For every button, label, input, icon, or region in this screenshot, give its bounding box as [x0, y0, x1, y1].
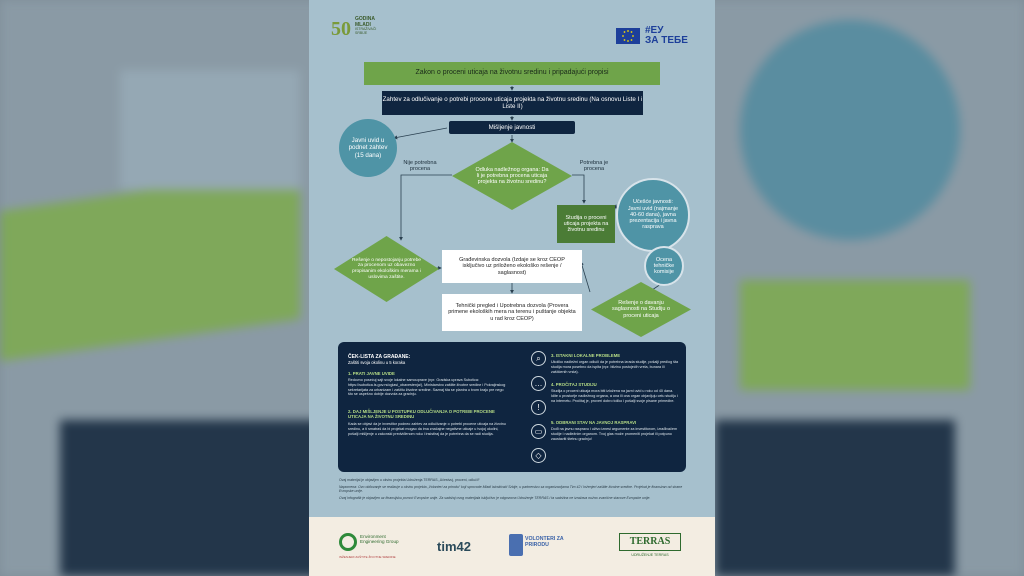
environment-engineering-logo: Environment Engineering Group INŽENJERI ZAŠTITE ŽIVOTNE SREDINE	[339, 534, 399, 559]
mis-50-logo: 50 GODINA MLADI ISTRAŽIVAČI SRBIJE	[331, 16, 377, 40]
public-insight-circle: Javni uvid u podnet zahtev (15 dana)	[339, 119, 397, 177]
note-3: Ovaj infografik je objavljen uz finansijsku pomoć Evropske unije. Za sadržaj ovog materijala isključivo je odgovorna Udruženje TERRAS i ta sadržina ne izražava nužno zvanične stavove Evropske unije.	[339, 496, 651, 501]
study-box: Studija o proceni uticaja projekta na životnu sredinu	[557, 205, 615, 243]
terras-logo: TERRAS UDRUŽENJE TERRAS	[619, 533, 681, 561]
step3-text: Ukoliko nadležni organ odluči da je potrebna izrada studije, pošalji predlog šta studija mora posebno da ispita (npr. blizinu postojećih vrela, bunara ili zaštićenih vrsta).	[551, 360, 679, 374]
shield-icon: ◇	[531, 448, 546, 463]
notes-section	[339, 478, 689, 501]
step1-title: 1. PRATI JAVNE UVIDE	[348, 371, 395, 376]
checklist-title: ČEK-LISTA ZA GRAĐANE:	[348, 354, 411, 360]
step3-title: 3. ISTAKNI LOKALNE PROBLEME	[551, 353, 621, 358]
public-participation-circle: Učešće javnosti: Javni uvid (najmanje 40-60 dana), javna prezentacija i javna rasprava	[616, 178, 690, 252]
exclamation-icon: !	[531, 400, 546, 415]
citizen-checklist	[338, 342, 686, 472]
book-icon: ▭	[531, 424, 546, 439]
technical-review-box: Tehnički pregled i Upotrebna dozvola (Provera primene ekoloških mera na terenu i puštanje objekta u rad kroz CEOP)	[442, 294, 582, 331]
checklist-subtitle: Zaštiti svoja okolinu u 5 koraka	[348, 360, 406, 365]
note-1: Ovaj materijal je objavljen u okviru projekta Udruženja TERRAS „Učestvuj, proceni, odluči!“	[339, 478, 480, 482]
step5-text: Dođi na javnu raspravu i uživo iznesi argumente za investitorom, izrađivačem studije i nadležnim organom. Tvoj glas može promeniti projekat ili potpuno zaustaviti štetnu gradnju!	[551, 427, 678, 441]
step1-text: Redovno posećuj sajt svoje lokalne samouprave (npr. Gradska uprava Subotica: https://subotica.ls.gov.rs/oglasi_obavestenja/), Ministarstvo zaštite životne sredine i Pokrajinskog sekretarijata za urbanizam i zaštitu životne sredine. Saznaj šta se planira u tvom kraju pre nego što se uspešno dobije dozvola za gradnju.	[348, 378, 506, 397]
speech-bubble-icon: …	[531, 376, 546, 391]
request-box: Zahtev za odlučivanje o potrebi procene uticaja projekta na životnu sredinu (Na osnovu Liste I i Liste II)	[382, 91, 643, 115]
logo-number: 50	[331, 18, 351, 40]
step2-text: Kada se objavi da je investitor podneo zahtev za odlučivanje o potrebi procene uticaja na životnu sredinu, a ti smatraš da bi projekat mogao da ima značajne negativne uticaje u tvojoj okolini, pošalji mišljenje u zakonski predviđenom roku i insistiraj da je potrebna da se radi studija.	[348, 422, 506, 436]
tim42-logo: tim42	[437, 539, 471, 554]
law-title-box: Zakon o proceni uticaja na životnu sredinu i pripadajući propisi	[364, 62, 660, 85]
partner-logos-footer	[309, 517, 715, 576]
public-opinion-box: Mišljenje javnosti	[449, 121, 575, 134]
label-needed: Potrebna je procena	[579, 160, 609, 173]
magnifier-icon: ⌕	[531, 351, 546, 366]
building-permit-box: Građevinska dozvola (Izdaje se kroz CEOP isključivo uz priloženo ekološko rešenje / saglasnost)	[442, 250, 582, 283]
eu-tag: #ЕУ ЗА ТЕБЕ	[645, 25, 688, 46]
step2-title: 2. DAJ MIŠLJENJE U POSTUPKU ODLUČIVANJA O POTREBI PROCENE UTICAJA NA ŽIVOTNU SREDINU	[348, 409, 495, 420]
infographic-poster	[309, 0, 715, 576]
decision-diamond: Odluka nadležnog organa: Da li je potrebna procena uticaja projekta na životnu sredinu?	[452, 142, 572, 210]
step4-title: 4. PROČITAJ STUDIJU	[551, 382, 597, 387]
resolution-consent-diamond: Rešenje o davanju saglasnosti na Studiju o proceni uticaja	[591, 282, 691, 337]
note-2: Napomena: Ovo obilovanje se realizuje u okviru projekta „Volonteri za prirodu“ koji sprovode Mladi istraživači Srbije, u partnerstvu sa organizacijama Tim 42 i Inženjeri zaštite životne sredine. Projekat je finansiran od strane Evropske unije.	[339, 484, 683, 494]
volunteers-for-nature-logo: VOLONTERI ZA PRIRODU	[509, 534, 569, 558]
label-not-needed: Nije potrebna procena	[403, 160, 437, 173]
step4-text: Studija o proceni uticaja mora biti izložena na javni uvid u roku od 40 dana. Idite u prostorije nadležnog organa, a ona ili ona organ objavljuju celu studiju i na internetu. Pročitaj je, proveri dobro toliko i pošalji svoje pisane primedbe.	[551, 389, 678, 403]
technical-commission-circle: Ocena tehničke komisije	[644, 246, 684, 286]
resolution-no-diamond: Rešenje o nepostojanju potrebe za procenom uz obavezno propisanim ekološkim merama i uslovima zaštite.	[334, 236, 439, 302]
step5-title: 5. ODBRANI STAV NA JAVNOJ RASPRAVI	[551, 420, 637, 425]
